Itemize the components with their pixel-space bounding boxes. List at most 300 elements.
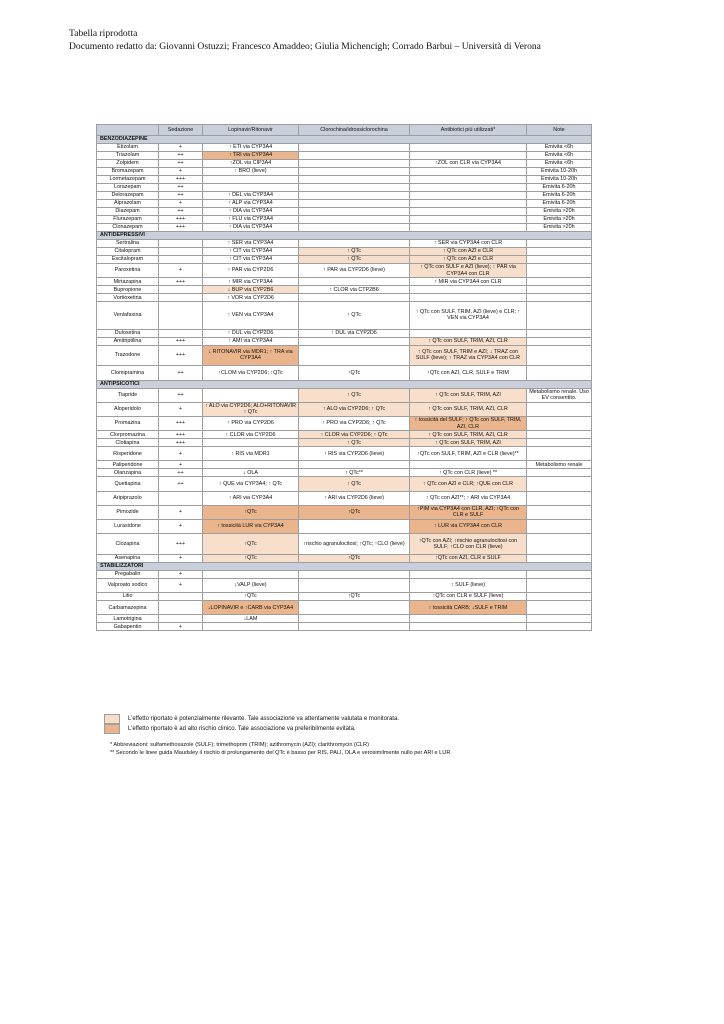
cell-drug: Triazolam	[97, 152, 159, 160]
table-row	[97, 461, 592, 469]
cell-chloroquine	[299, 345, 410, 366]
cell-sedation: +	[159, 144, 203, 152]
cell-antibiotics: ↑QTc con AZI, CLR e SULF	[410, 554, 527, 562]
col-header-sedation: Sedazione	[159, 125, 203, 136]
cell-chloroquine	[299, 519, 410, 533]
table-row	[97, 469, 592, 477]
cell-notes: Emivita <6h	[527, 160, 592, 168]
cell-sedation: +	[159, 519, 203, 533]
cell-notes	[527, 477, 592, 491]
cell-lopinavir: ↑CLOM via CYP2D6; ↑QTc	[203, 366, 299, 380]
table-row	[97, 176, 592, 184]
cell-notes	[527, 248, 592, 256]
cell-chloroquine: ↑ PAR via CYP2D6 (lieve)	[299, 264, 410, 278]
cell-lopinavir: ↓ OLA	[203, 469, 299, 477]
cell-sedation: ++	[159, 208, 203, 216]
table-row	[97, 402, 592, 416]
table-row	[97, 623, 592, 631]
table-row	[97, 416, 592, 430]
cell-antibiotics	[410, 623, 527, 631]
cell-drug: Risperidone	[97, 447, 159, 461]
cell-lopinavir: ↑ ALO via CYP2D6; ALO+RITONAVIR ↑ QTc	[203, 402, 299, 416]
cell-chloroquine	[299, 208, 410, 216]
cell-sedation: +	[159, 578, 203, 592]
cell-notes: Emivita 10-20h	[527, 168, 592, 176]
cell-drug: Clorpromazina	[97, 431, 159, 439]
table-row	[97, 184, 592, 192]
cell-notes	[527, 554, 592, 562]
cell-notes	[527, 329, 592, 337]
table-row	[97, 168, 592, 176]
legend	[104, 714, 399, 734]
cell-sedation: +	[159, 264, 203, 278]
cell-sedation: +++	[159, 216, 203, 224]
cell-sedation: ++	[159, 152, 203, 160]
cell-sedation	[159, 593, 203, 601]
cell-notes	[527, 519, 592, 533]
table-row	[97, 615, 592, 623]
cell-antibiotics	[410, 329, 527, 337]
cell-antibiotics: ↑QTc con CLR e SULF (lieve)	[410, 593, 527, 601]
table-row	[97, 477, 592, 491]
cell-antibiotics: ↑ tossicità del SULF; ↑ QTc con SULF, TRIM, AZI, CLR	[410, 416, 527, 430]
cell-antibiotics: ↑ QTc con SULF, TRIM e AZI; ↓ TRAZ con SULF (lieve); ↑ TRAZ via CYP3A4 con CLR	[410, 345, 527, 366]
cell-lopinavir	[203, 461, 299, 469]
cell-sedation	[159, 240, 203, 248]
cell-sedation	[159, 286, 203, 294]
cell-sedation: +	[159, 200, 203, 208]
cell-chloroquine	[299, 192, 410, 200]
cell-drug: Pimozide	[97, 505, 159, 519]
cell-notes	[527, 534, 592, 555]
table-row	[97, 256, 592, 264]
cell-chloroquine	[299, 578, 410, 592]
cell-antibiotics: ↑ QTc con SULF e AZI (lieve); ↑ PAR via CYP3A4 con CLR	[410, 264, 527, 278]
cell-lopinavir: ↓LAM	[203, 615, 299, 623]
section-row	[97, 380, 592, 388]
cell-antibiotics	[410, 144, 527, 152]
cell-notes	[527, 593, 592, 601]
cell-chloroquine	[299, 278, 410, 286]
cell-chloroquine	[299, 216, 410, 224]
cell-chloroquine: ↑ QTc	[299, 302, 410, 329]
cell-drug: Trazodone	[97, 345, 159, 366]
cell-drug: Paroxetina	[97, 264, 159, 278]
cell-sedation: ++	[159, 192, 203, 200]
interaction-table-wrapper	[96, 124, 591, 631]
cell-drug: Flurazepam	[97, 216, 159, 224]
cell-notes: Emivita >20h	[527, 216, 592, 224]
cell-lopinavir: ↑ MIR via CYP3A4	[203, 278, 299, 286]
cell-notes	[527, 439, 592, 447]
cell-antibiotics	[410, 192, 527, 200]
cell-notes	[527, 294, 592, 302]
table-row	[97, 534, 592, 555]
cell-notes: Emivita <6h	[527, 144, 592, 152]
cell-sedation: +++	[159, 416, 203, 430]
cell-lopinavir: ↑ZOL via CIP3A4	[203, 160, 299, 168]
cell-drug: Carbamazepina	[97, 601, 159, 615]
footnotes	[110, 741, 450, 757]
cell-lopinavir	[203, 184, 299, 192]
footnote-maudsley: ** Secondo le linee guida Maudsley il rischio di prolungamento del QTc è basso per RIS, PALI, OLA e verosimilmente nullo per ARI e LUR	[110, 750, 451, 756]
cell-sedation: +	[159, 505, 203, 519]
table-row	[97, 264, 592, 278]
table-row	[97, 447, 592, 461]
cell-chloroquine	[299, 570, 410, 578]
cell-chloroquine	[299, 461, 410, 469]
cell-drug: Mirtazapina	[97, 278, 159, 286]
cell-antibiotics: ↑ QTc con SULF, TRIM, AZI, CLR	[410, 402, 527, 416]
cell-antibiotics: ↑ LUR via CYP3A4 con CLR	[410, 519, 527, 533]
table-row	[97, 329, 592, 337]
cell-sedation: +++	[159, 224, 203, 232]
cell-chloroquine: ↑QTc	[299, 593, 410, 601]
table-row	[97, 286, 592, 294]
cell-sedation: +	[159, 168, 203, 176]
cell-notes	[527, 431, 592, 439]
cell-antibiotics: ↑ MIR via CYP3A4 con CLR	[410, 278, 527, 286]
cell-notes	[527, 345, 592, 366]
cell-sedation: +++	[159, 345, 203, 366]
cell-notes	[527, 578, 592, 592]
cell-lopinavir: ↑ ALP via CYP3A4	[203, 200, 299, 208]
header-title: Tabella riprodotta	[69, 28, 138, 39]
cell-antibiotics	[410, 152, 527, 160]
cell-sedation: +	[159, 461, 203, 469]
cell-notes: Emivita 6-20h	[527, 184, 592, 192]
legend-item-moderate	[104, 714, 399, 724]
cell-notes	[527, 278, 592, 286]
table-row	[97, 200, 592, 208]
cell-drug: Escitalopram	[97, 256, 159, 264]
cell-antibiotics	[410, 294, 527, 302]
cell-antibiotics: ↑QTc con SULF, TRIM, AZI e CLR (lieve)**	[410, 447, 527, 461]
cell-chloroquine	[299, 184, 410, 192]
cell-notes	[527, 402, 592, 416]
cell-antibiotics: ↑ZOL con CLR via CYP3A4	[410, 160, 527, 168]
cell-sedation	[159, 302, 203, 329]
cell-lopinavir: ↑ DUL via CYP2D6	[203, 329, 299, 337]
cell-drug: Promazina	[97, 416, 159, 430]
cell-chloroquine: ↑ QTc	[299, 256, 410, 264]
cell-notes	[527, 469, 592, 477]
cell-chloroquine: ↑ RIS via CYP2D6 (lieve)	[299, 447, 410, 461]
cell-drug: Lormetazepam	[97, 176, 159, 184]
section-title: ANTIDEPRESSIVI	[97, 232, 592, 240]
cell-chloroquine	[299, 224, 410, 232]
cell-notes	[527, 623, 592, 631]
cell-sedation	[159, 491, 203, 505]
cell-antibiotics	[410, 461, 527, 469]
table-row	[97, 601, 592, 615]
cell-sedation	[159, 601, 203, 615]
cell-drug: Venlafaxina	[97, 302, 159, 329]
cell-chloroquine: ↑ ALO via CYP2D6; ↑ QTc	[299, 402, 410, 416]
cell-antibiotics: ↑ tossicità CARB; ↓SULF e TRIM	[410, 601, 527, 615]
cell-notes: Emivita >20h	[527, 224, 592, 232]
cell-drug: Vortioxetina	[97, 294, 159, 302]
cell-antibiotics	[410, 224, 527, 232]
cell-lopinavir: ↑ ARI via CYP3A4	[203, 491, 299, 505]
table-row	[97, 144, 592, 152]
table-row	[97, 345, 592, 366]
table-row	[97, 224, 592, 232]
cell-drug: Etizolam	[97, 144, 159, 152]
table-row	[97, 578, 592, 592]
cell-sedation: +++	[159, 337, 203, 345]
cell-chloroquine: ↑ QTc	[299, 388, 410, 402]
cell-drug: Zolpidem	[97, 160, 159, 168]
cell-antibiotics: ↑ QTc con SULF, TRIM, AZI (lieve) e CLR; ↑ VEN via CYP3A4	[410, 302, 527, 329]
table-row	[97, 302, 592, 329]
cell-chloroquine	[299, 160, 410, 168]
cell-notes	[527, 491, 592, 505]
cell-lopinavir: ↑ FLU via CYP3A4	[203, 216, 299, 224]
cell-sedation: ++	[159, 469, 203, 477]
cell-lopinavir: ↑ TRI via CYP3A4	[203, 152, 299, 160]
cell-lopinavir: ↓LOPINAVIR e ↑CARB via CYP3A4	[203, 601, 299, 615]
cell-sedation: +	[159, 554, 203, 562]
table-row	[97, 192, 592, 200]
section-row	[97, 232, 592, 240]
cell-antibiotics: ↑ QTc con SULF, TRIM, AZI, CLR	[410, 431, 527, 439]
table-row	[97, 554, 592, 562]
cell-lopinavir: ↓ RITONAVIR via MDR1; ↑ TRA via CYP3A4	[203, 345, 299, 366]
cell-antibiotics	[410, 184, 527, 192]
section-title: ANTIPSICOTICI	[97, 380, 592, 388]
cell-chloroquine: ↑ QTc	[299, 248, 410, 256]
section-row	[97, 562, 592, 570]
cell-drug: Pregabalin	[97, 570, 159, 578]
cell-sedation: +	[159, 447, 203, 461]
table-row	[97, 152, 592, 160]
cell-chloroquine	[299, 240, 410, 248]
cell-chloroquine	[299, 176, 410, 184]
cell-sedation: ++	[159, 366, 203, 380]
table-row	[97, 388, 592, 402]
cell-notes: Metabolismo renale	[527, 461, 592, 469]
col-header-chloroquine: Clorochina/idrossiclorochina	[299, 125, 410, 136]
cell-notes: Emivita <6h	[527, 152, 592, 160]
cell-drug: Lamotrigina	[97, 615, 159, 623]
legend-item-high	[104, 724, 399, 734]
cell-antibiotics: ↑ QTc con SULF, TRIM, AZI, CLR	[410, 337, 527, 345]
cell-lopinavir: ↑QTc	[203, 534, 299, 555]
cell-notes	[527, 240, 592, 248]
cell-lopinavir: ↑ ETI via CYP3A4	[203, 144, 299, 152]
cell-drug: Olanzapina	[97, 469, 159, 477]
cell-drug: Lorazepam	[97, 184, 159, 192]
cell-drug: Bupropione	[97, 286, 159, 294]
table-row	[97, 519, 592, 533]
cell-chloroquine: ↑ DUL via CYP2D6	[299, 329, 410, 337]
cell-lopinavir: ↑ AMI via CYP3A4	[203, 337, 299, 345]
cell-lopinavir: ↑ CIT via CYP3A4	[203, 248, 299, 256]
cell-antibiotics: ↑QTc con AZI; ↑rischio agranulocitosi con SULF; ↑CLO con CLR (lieve)	[410, 534, 527, 555]
cell-drug: Diazepam	[97, 208, 159, 216]
cell-drug: Clozapina	[97, 534, 159, 555]
cell-sedation: +++	[159, 439, 203, 447]
cell-antibiotics: ↑ QTc con AZI e CLR	[410, 256, 527, 264]
cell-antibiotics	[410, 615, 527, 623]
cell-lopinavir: ↑ SER via CYP3A4	[203, 240, 299, 248]
table-row	[97, 278, 592, 286]
cell-sedation	[159, 329, 203, 337]
cell-drug: Clomipramina	[97, 366, 159, 380]
cell-lopinavir	[203, 176, 299, 184]
cell-sedation: ++	[159, 477, 203, 491]
cell-sedation: ++	[159, 160, 203, 168]
table-row	[97, 160, 592, 168]
cell-sedation: ++	[159, 184, 203, 192]
cell-lopinavir: ↑ VOR via CYP2D6	[203, 294, 299, 302]
cell-antibiotics	[410, 208, 527, 216]
cell-chloroquine: ↑rischio agranulocitosi; ↑QTc; ↑CLO (lieve)	[299, 534, 410, 555]
cell-notes	[527, 256, 592, 264]
legend-text-moderate: L’effetto riportato è potenzialmente rilevante. Tale associazione va attentamente valutata e monitorata.	[128, 716, 399, 722]
cell-drug: Paliperidone	[97, 461, 159, 469]
cell-antibiotics	[410, 570, 527, 578]
cell-drug: Amitriptilina	[97, 337, 159, 345]
cell-notes	[527, 264, 592, 278]
cell-notes	[527, 601, 592, 615]
cell-drug: Quetiapina	[97, 477, 159, 491]
cell-chloroquine	[299, 615, 410, 623]
cell-drug: Duloxetina	[97, 329, 159, 337]
cell-lopinavir: ↑ DIA via CYP3A4	[203, 208, 299, 216]
cell-notes: Emivita 6-20h	[527, 200, 592, 208]
cell-lopinavir: ↑QTc	[203, 505, 299, 519]
cell-lopinavir: ↑QTc	[203, 554, 299, 562]
cell-lopinavir: ↑ CLOR via CYP2D6	[203, 431, 299, 439]
cell-chloroquine: ↑QTc	[299, 366, 410, 380]
cell-antibiotics: ↑PIM via CYP3A4 con CLR, AZI; ↑QTc con CLR e SULF	[410, 505, 527, 519]
col-header-lopinavir: Lopinavir/Ritonavir	[203, 125, 299, 136]
cell-chloroquine: ↑QTc	[299, 554, 410, 562]
cell-lopinavir: ↑ CIT via CYP3A4	[203, 256, 299, 264]
cell-antibiotics: ↑ QTc con SULF, TRIM, AZI	[410, 388, 527, 402]
cell-lopinavir	[203, 570, 299, 578]
cell-lopinavir: ↓ BUP via CYP2B6	[203, 286, 299, 294]
cell-notes	[527, 286, 592, 294]
cell-antibiotics	[410, 200, 527, 208]
cell-antibiotics: ↑ QTc con AZI e CLR; ↑QUE con CLR	[410, 477, 527, 491]
cell-sedation: +++	[159, 431, 203, 439]
cell-chloroquine	[299, 623, 410, 631]
cell-antibiotics: ↑ QTc con CLR (lieve) **	[410, 469, 527, 477]
cell-notes: Metabolismo renale. Uso EV consentito.	[527, 388, 592, 402]
cell-notes	[527, 615, 592, 623]
cell-chloroquine: ↑ CLOR via CTP2B6	[299, 286, 410, 294]
cell-sedation	[159, 294, 203, 302]
cell-notes	[527, 337, 592, 345]
table-row	[97, 570, 592, 578]
table-body	[97, 136, 592, 631]
cell-sedation: +	[159, 570, 203, 578]
section-row	[97, 136, 592, 144]
cell-sedation: +	[159, 623, 203, 631]
table-row	[97, 337, 592, 345]
cell-drug: Citalopram	[97, 248, 159, 256]
cell-drug: Clotiapina	[97, 439, 159, 447]
cell-lopinavir: ↓VALP (lieve)	[203, 578, 299, 592]
col-header-antibiotics: Antibiotici più utilizzati*	[410, 125, 527, 136]
cell-chloroquine: ↑ QTc	[299, 477, 410, 491]
cell-chloroquine: ↑ CLOR via CYP2D6; ↑ QTc	[299, 431, 410, 439]
cell-antibiotics	[410, 176, 527, 184]
cell-notes	[527, 366, 592, 380]
table-row	[97, 240, 592, 248]
cell-drug: Bromazepam	[97, 168, 159, 176]
cell-antibiotics: ↑QTc con AZI, CLR, SULF e TRIM	[410, 366, 527, 380]
cell-notes: Emivita 6-20h	[527, 192, 592, 200]
cell-drug: Lurasidone	[97, 519, 159, 533]
header-authors: Documento redatto da: Giovanni Ostuzzi; Francesco Amaddeo; Giulia Michencigh; Corrado Barbui – Università di Verona	[69, 40, 541, 52]
table-row	[97, 439, 592, 447]
cell-notes	[527, 447, 592, 461]
cell-chloroquine	[299, 294, 410, 302]
cell-antibiotics	[410, 286, 527, 294]
cell-drug: Delorazepam	[97, 192, 159, 200]
cell-antibiotics: ↑ QTc con AZI e CLR	[410, 248, 527, 256]
cell-drug: Valproato sodico	[97, 578, 159, 592]
cell-chloroquine: ↑ QTc**	[299, 469, 410, 477]
cell-drug: Litio	[97, 593, 159, 601]
cell-drug: Asenapina	[97, 554, 159, 562]
footnote-abbreviations: * Abbreviazioni: sulfamethoxazole (SULF); trimethoprim (TRIM); azithromycin (AZI); clarithromycin (CLR)	[110, 742, 369, 748]
table-row	[97, 593, 592, 601]
cell-antibiotics: ↑ SER via CYP3A4 con CLR	[410, 240, 527, 248]
cell-drug: Aripiprazolo	[97, 491, 159, 505]
cell-lopinavir: ↑ QUE via CYP3A4; ↑ QTc	[203, 477, 299, 491]
cell-chloroquine: ↑ ARI via CYP2D6 (lieve)	[299, 491, 410, 505]
cell-antibiotics: ↑ QTc con AZI**; ↑ ARI via CYP3A4	[410, 491, 527, 505]
cell-drug: Aloperidolo	[97, 402, 159, 416]
interaction-table	[96, 124, 592, 631]
cell-chloroquine	[299, 601, 410, 615]
cell-notes	[527, 302, 592, 329]
cell-notes	[527, 505, 592, 519]
cell-lopinavir	[203, 388, 299, 402]
cell-sedation	[159, 256, 203, 264]
table-row	[97, 216, 592, 224]
cell-sedation: ++	[159, 388, 203, 402]
cell-antibiotics: ↑ QTc con SULF, TRIM, AZI	[410, 439, 527, 447]
cell-drug: Gabapentin	[97, 623, 159, 631]
cell-sedation	[159, 615, 203, 623]
cell-antibiotics: ↑ SULF (lieve)	[410, 578, 527, 592]
cell-sedation	[159, 248, 203, 256]
legend-swatch-moderate	[104, 714, 120, 724]
cell-lopinavir: ↑ BRO (lieve)	[203, 168, 299, 176]
cell-drug: Alprazolam	[97, 200, 159, 208]
table-row	[97, 431, 592, 439]
cell-lopinavir: ↑ PAR via CYP2D6	[203, 264, 299, 278]
cell-notes: Emivita >20h	[527, 208, 592, 216]
cell-chloroquine	[299, 337, 410, 345]
cell-drug: Clonazepam	[97, 224, 159, 232]
cell-lopinavir: ↑ tossicità LUR via CYP3A4	[203, 519, 299, 533]
cell-lopinavir: ↑ DEL via CYP3A4	[203, 192, 299, 200]
cell-chloroquine	[299, 152, 410, 160]
cell-lopinavir: ↑ VEN via CYP3A4	[203, 302, 299, 329]
cell-notes	[527, 570, 592, 578]
table-row	[97, 505, 592, 519]
cell-lopinavir: ↑ PRO via CYP2D6	[203, 416, 299, 430]
cell-chloroquine: ↑ PRO via CYP2D6; ↑ QTc	[299, 416, 410, 430]
cell-chloroquine	[299, 144, 410, 152]
